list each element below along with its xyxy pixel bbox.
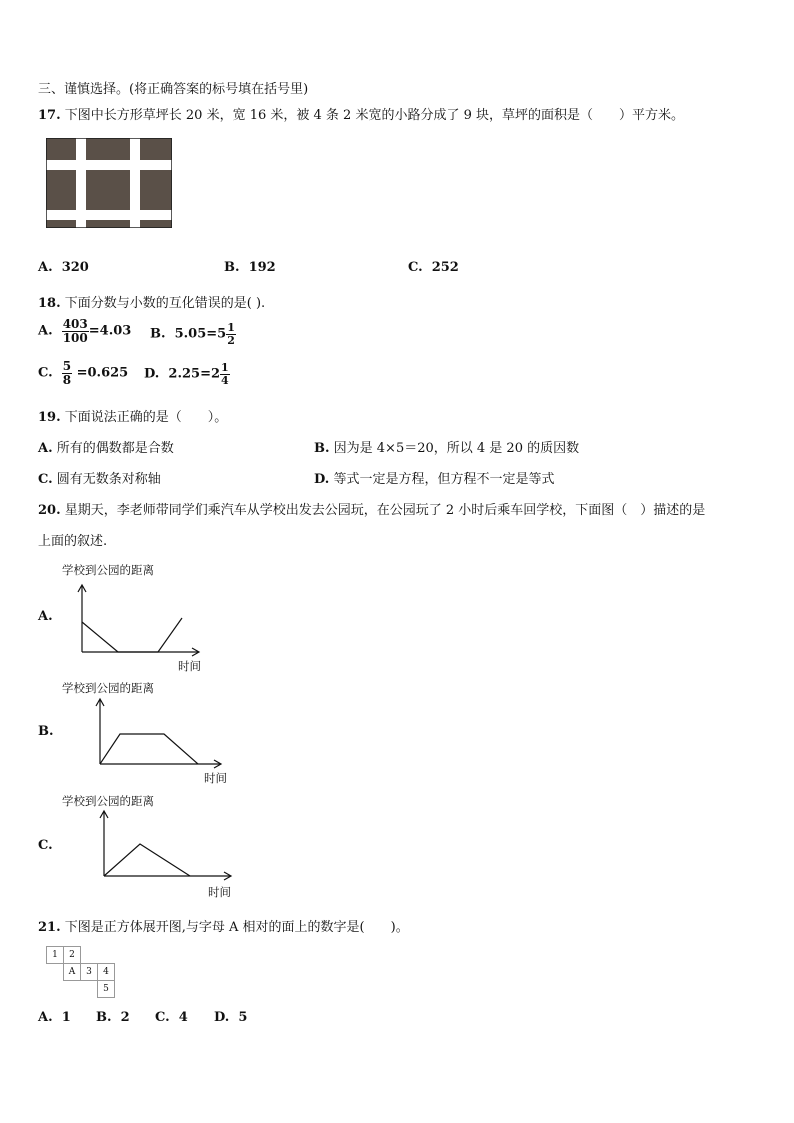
q20-option-b-label[interactable]: B. (38, 724, 54, 739)
graph-c-x-axis-label: 时间 (208, 885, 231, 899)
question-21 (38, 916, 409, 935)
q17-option-b[interactable]: B. 192 (224, 260, 276, 275)
graph-a-y-axis-label: 学校到公园的距离 (62, 563, 154, 577)
net-cell: 4 (98, 964, 115, 981)
question-text: 下面分数与小数的互化错误的是( ). (64, 296, 266, 311)
q18-option-a[interactable]: A. $\frac{403}{100}$ =4.03 (38, 317, 132, 345)
question-number: 18. (38, 296, 61, 311)
net-cell: 5 (98, 981, 115, 998)
question-text: 下图中长方形草坪长 20 米，宽 16 米，被 4 条 2 米宽的小路分成了 9 块，草坪的面积是（ ）平方米。 (64, 108, 684, 123)
net-cell: 2 (64, 947, 81, 964)
question-text: 下面说法正确的是（ ）。 (64, 410, 228, 425)
q19-option-a[interactable]: A. 所有的偶数都是合数 (38, 441, 174, 456)
q20-option-a-label[interactable]: A. (38, 609, 53, 624)
question-number: 20. (38, 503, 61, 518)
graph-a-line (82, 618, 182, 652)
q19-option-d[interactable]: D. 等式一定是方程，但方程不一定是等式 (314, 472, 555, 487)
path-horizontal-1 (46, 160, 172, 170)
lawn-figure (46, 138, 172, 228)
question-20-line2: 上面的叙述. (38, 534, 108, 549)
cube-net (46, 946, 115, 998)
graph-b-y-axis-label: 学校到公园的距离 (62, 681, 154, 695)
graph-c-line (104, 844, 190, 876)
question-text: 星期天，李老师带同学们乘汽车从学校出发去公园玩，在公园玩了 2 小时后乘车回学校，下面图（ ）描述的是 (64, 503, 706, 518)
q17-option-a[interactable]: A. 320 (38, 260, 89, 275)
question-18 (38, 292, 265, 311)
q19-option-c[interactable]: C. 圆有无数条对称轴 (38, 472, 161, 487)
fraction: $\frac{1}{2}$ (227, 321, 235, 347)
q18-option-b[interactable]: B. 5.05=5 $\frac{1}{2}$ (150, 321, 235, 347)
fraction: $\frac{5}{8}$ (62, 359, 72, 387)
q21-option-a[interactable]: A. 1 (38, 1010, 71, 1025)
q17-option-c[interactable]: C. 252 (408, 260, 459, 275)
net-cell: 1 (47, 947, 64, 964)
graph-a-x-axis-label: 时间 (178, 659, 201, 673)
fraction: $\frac{403}{100}$ (62, 317, 88, 345)
fraction: $\frac{1}{4}$ (221, 361, 229, 387)
net-cell: 3 (81, 964, 98, 981)
q21-option-c[interactable]: C. 4 (155, 1010, 188, 1025)
net-cell: A (64, 964, 81, 981)
graph-b-x-axis-label: 时间 (204, 771, 227, 785)
question-text: 下图是正方体展开图,与字母 A 相对的面上的数字是( )。 (64, 920, 409, 935)
q21-option-b[interactable]: B. 2 (96, 1010, 130, 1025)
section-title: 三、谨慎选择。(将正确答案的标号填在括号里) (38, 82, 309, 97)
q18-option-c[interactable]: C. $\frac{5}{8}$ =0.625 (38, 359, 129, 387)
question-number: 17. (38, 108, 61, 123)
question-17 (38, 104, 684, 123)
question-19 (38, 406, 227, 425)
graph-b-line (100, 734, 198, 764)
path-horizontal-2 (46, 210, 172, 220)
graph-b[interactable] (92, 696, 226, 770)
question-20 (38, 499, 705, 518)
q19-option-b[interactable]: B. 因为是 4×5＝20，所以 4 是 20 的质因数 (314, 441, 580, 456)
question-number: 21. (38, 920, 61, 935)
question-number: 19. (38, 410, 61, 425)
q20-option-c-label[interactable]: C. (38, 838, 53, 853)
graph-c-y-axis-label: 学校到公园的距离 (62, 794, 154, 808)
q21-option-d[interactable]: D. 5 (214, 1010, 248, 1025)
q18-option-d[interactable]: D. 2.25=2 $\frac{1}{4}$ (144, 361, 229, 387)
graph-a[interactable] (74, 582, 204, 658)
graph-c[interactable] (96, 808, 236, 882)
